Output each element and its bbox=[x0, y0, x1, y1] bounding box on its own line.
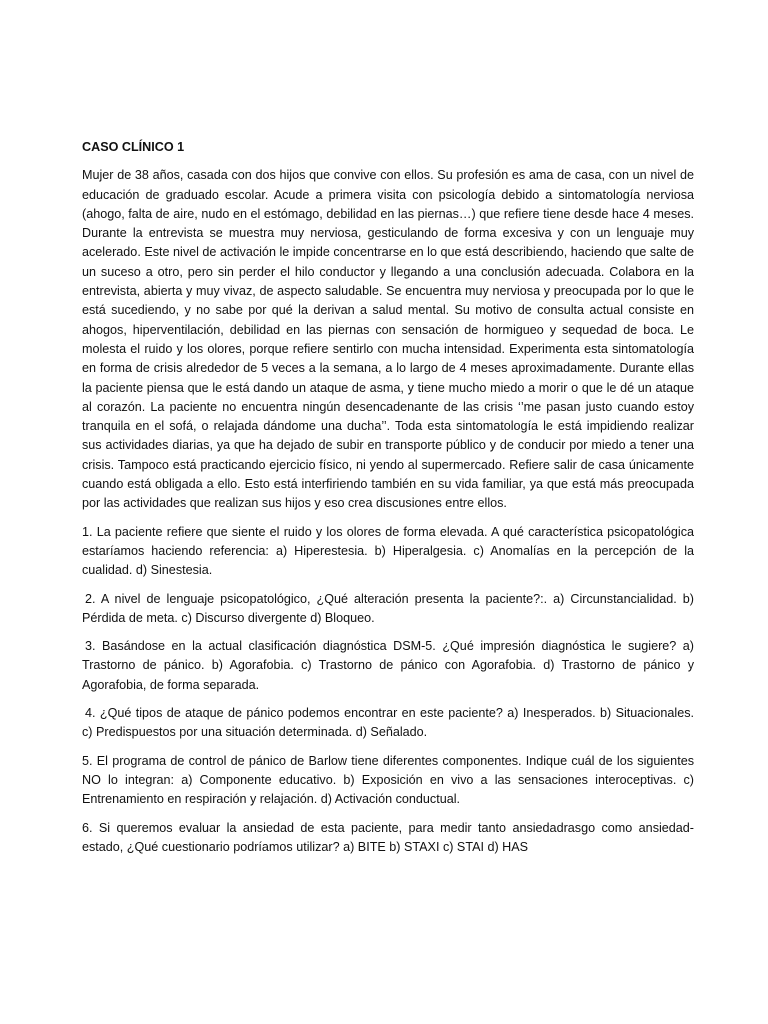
case-title: CASO CLÍNICO 1 bbox=[82, 140, 185, 154]
document-page bbox=[82, 138, 694, 866]
case-description: Mujer de 38 años, casada con dos hijos que convive con ellos. Su profesión es ama de casa, con un nivel de educación de graduado escolar. Acude a primera visita con psicología debido a sintomatología nerviosa (ahogo, falta de aire, nudo en el estómago, debilidad en las piernas…) que refiere tiene desde hace 4 meses. Durante la entrevista se muestra muy nerviosa, gesticulando de forma excesiva y con un lenguaje muy acelerado. Este nivel de activación le impide concentrarse en lo que está describiendo, haciendo que salte de un suceso a otro, pero sin perder el hilo conductor y llegando a una conclusión adecuada. Colabora en la entrevista, abierta y muy vivaz, de aspecto saludable. Se encuentra muy nerviosa y preocupada por lo que le está sucediendo, y no sabe por qué la derivan a salud mental. Su motivo de consulta actual consiste en ahogos, hiperventilación, debilidad en las piernas con sensación de hormigueo y sequedad de boca. Le molesta el ruido y los olores, porque refiere sentirlo con mucha intensidad. Experimenta esta sintomatología en forma de crisis alrededor de 5 veces a la semana, a lo largo de 4 meses aproximadamente. Durante ellas la paciente piensa que le está dando un ataque de asma, y tiene mucho miedo a morir o que le dé un ataque al corazón. La paciente no encuentra ningún desencadenante de las crisis ‘’me pasan justo cuando estoy tranquila en el sofá, o relajada dándome una ducha’’. Toda esta sintomatología le está impidiendo realizar sus actividades diarias, ya que ha dejado de subir en transporte público y de conducir por miedo a tener una crisis. Tampoco está practicando ejercicio físico, ni yendo al supermercado. Refiere salir de casa únicamente cuando está obligada a ello. Esto está interfiriendo también en su vida familiar, ya que está más preocupada por las actividades que realizan sus hijos y eso crea discusiones entre ellos. bbox=[82, 168, 694, 511]
question-5: 5. El programa de control de pánico de Barlow tiene diferentes componentes. Indique cuál de los siguientes NO lo integran: a) Componente educativo. b) Exposición en vivo a las sensaciones interoceptivas. c) Entrenamiento en respiración y relajación. d) Activación conductual. bbox=[82, 753, 694, 807]
question-3: 3. Basándose en la actual clasificación diagnóstica DSM-5. ¿Qué impresión diagnóstica le sugiere? a) Trastorno de pánico. b) Agorafobia. c) Trastorno de pánico con Agorafobia. d) Trastorno de pánico y Agorafobia, de forma separada. bbox=[82, 639, 694, 692]
question-4: 4. ¿Qué tipos de ataque de pánico podemos encontrar en este paciente? a) Inesperados. b) Situacionales. c) Predispuestos por una situación determinada. d) Señalado. bbox=[82, 706, 694, 740]
question-1: 1. La paciente refiere que siente el ruido y los olores de forma elevada. A qué característica psicopatológica estaríamos haciendo referencia: a) Hiperestesia. b) Hiperalgesia. c) Anomalías en la percepción de la cualidad. d) Sinestesia. bbox=[82, 524, 694, 578]
question-6: 6. Si queremos evaluar la ansiedad de esta paciente, para medir tanto ansiedadrasgo como ansiedad-estado, ¿Qué cuestionario podríamos utilizar? a) BITE b) STAXI c) STAI d) HAS bbox=[82, 820, 694, 854]
question-2: 2. A nivel de lenguaje psicopatológico, ¿Qué alteración presenta la paciente?:. a) Circunstancialidad. b) Pérdida de meta. c) Discurso divergente d) Bloqueo. bbox=[82, 591, 694, 625]
